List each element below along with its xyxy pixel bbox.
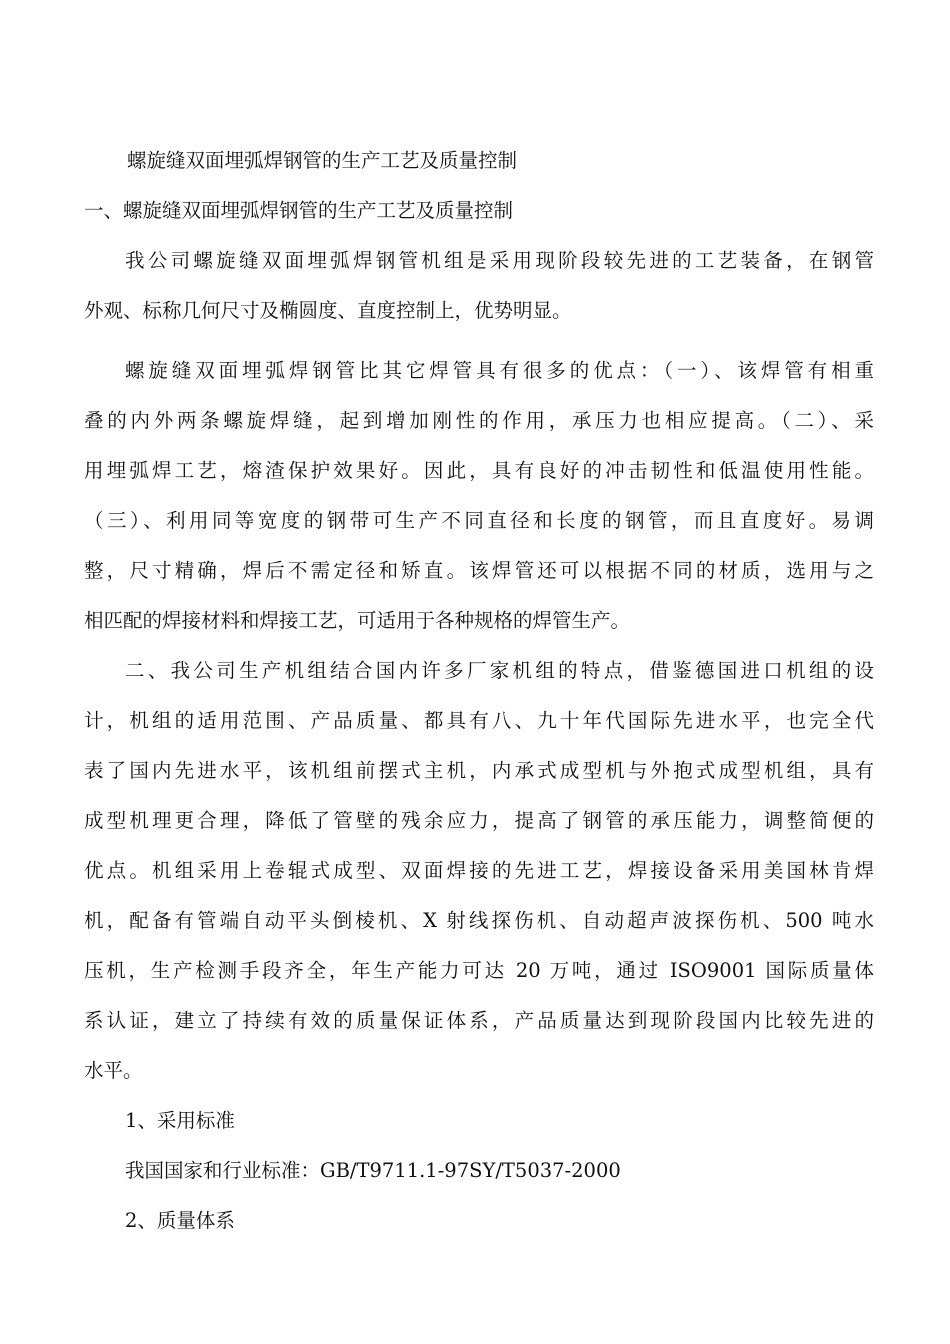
document-page (84, 136, 874, 1246)
paragraph-line: 叠的内外两条螺旋焊缝，起到增加刚性的作用，承压力也相应提高。（二）、采 (84, 409, 874, 432)
paragraph-line: 二、我公司生产机组结合国内许多厂家机组的特点，借鉴德国进口机组的设 (125, 659, 874, 682)
section-heading: 一、螺旋缝双面埋弧焊钢管的生产工艺及质量控制 (84, 199, 514, 222)
paragraph-line: 计，机组的适用范围、产品质量、都具有八、九十年代国际先进水平，也完全代 (84, 709, 874, 732)
paragraph-line: 外观、标称几何尺寸及椭圆度、直度控制上，优势明显。 (84, 299, 572, 322)
paragraph-line: 优点。机组采用上卷辊式成型、双面焊接的先进工艺，焊接设备采用美国林肯焊 (84, 859, 874, 882)
document-title: 螺旋缝双面埋弧焊钢管的生产工艺及质量控制 (127, 149, 518, 172)
paragraph-line: 机，配备有管端自动平头倒棱机、X 射线探伤机、自动超声波探伤机、500 吨水 (84, 909, 874, 932)
paragraph-line: 用埋弧焊工艺，熔渣保护效果好。因此，具有良好的冲击韧性和低温使用性能。 (84, 459, 874, 482)
paragraph-3 (84, 646, 874, 1096)
item-2-heading: 2、质量体系 (125, 1209, 235, 1232)
paragraph-line: 系认证，建立了持续有效的质量保证体系，产品质量达到现阶段国内比较先进的 (84, 1009, 874, 1032)
paragraph-line: 压机，生产检测手段齐全，年生产能力可达 20 万吨，通过 ISO9001 国际质量体 (84, 959, 874, 982)
paragraph-line: 我公司螺旋缝双面埋弧焊钢管机组是采用现阶段较先进的工艺装备，在钢管 (125, 249, 874, 272)
paragraph-line: （三）、利用同等宽度的钢带可生产不同直径和长度的钢管，而且直度好。易调 (84, 509, 874, 532)
paragraph-line: 螺旋缝双面埋弧焊钢管比其它焊管具有很多的优点：（一）、该焊管有相重 (125, 359, 874, 382)
paragraph-line: 表了国内先进水平，该机组前摆式主机，内承式成型机与外抱式成型机组，具有 (84, 759, 874, 782)
item-1-heading: 1、采用标准 (125, 1109, 235, 1132)
item-1-text: 我国国家和行业标准：GB/T9711.1-97SY/T5037-2000 (125, 1159, 621, 1182)
paragraph-line: 整，尺寸精确，焊后不需定径和矫直。该焊管还可以根据不同的材质，选用与之 (84, 559, 874, 582)
paragraph-line: 成型机理更合理，降低了管壁的残余应力，提高了钢管的承压能力，调整简便的 (84, 809, 874, 832)
paragraph-1 (84, 236, 874, 336)
paragraph-line: 水平。 (84, 1059, 143, 1082)
paragraph-2 (84, 346, 874, 646)
paragraph-line: 相匹配的焊接材料和焊接工艺，可适用于各种规格的焊管生产。 (84, 609, 631, 632)
